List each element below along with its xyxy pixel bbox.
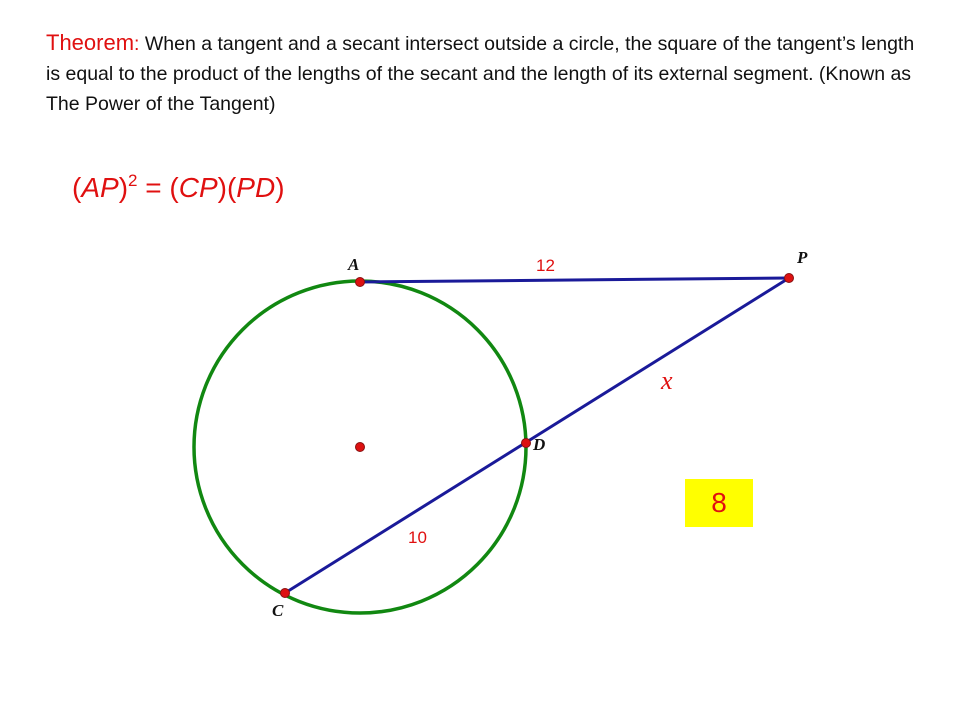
formula-final-paren: ) (275, 172, 285, 203)
formula-exponent: 2 (128, 171, 138, 190)
label-point-c: C (272, 601, 284, 620)
length-label-cd: 10 (408, 528, 427, 547)
formula-pd: PD (236, 172, 276, 203)
point-c (281, 589, 290, 598)
theorem-heading: Theorem (46, 30, 135, 55)
formula-ap: AP (81, 172, 119, 203)
length-label-ap: 12 (536, 256, 555, 275)
circle-center-point (356, 443, 365, 452)
formula-close-paren: ) (118, 172, 129, 203)
label-point-a: A (348, 255, 360, 274)
point-p (785, 274, 794, 283)
point-d (522, 439, 531, 448)
tangent-segment-ap (360, 278, 789, 282)
label-point-d: D (533, 435, 546, 454)
answer-box: 8 (685, 479, 753, 527)
label-point-p: P (797, 248, 808, 267)
formula-cp: CP (178, 172, 218, 203)
formula-equals: = ( (137, 172, 179, 203)
length-label-pd: x (661, 366, 673, 395)
formula-open-paren: ( (72, 172, 82, 203)
theorem-body: When a tangent and a secant intersect outside a circle, the square of the tangent’s length is equal to the product of the lengths of the secant and the length of its external segment. (Known as The Power of the Tangent) (46, 33, 915, 115)
formula-middle-parens: )( (217, 172, 237, 203)
theorem-colon: : (134, 33, 140, 55)
point-a (356, 278, 365, 287)
